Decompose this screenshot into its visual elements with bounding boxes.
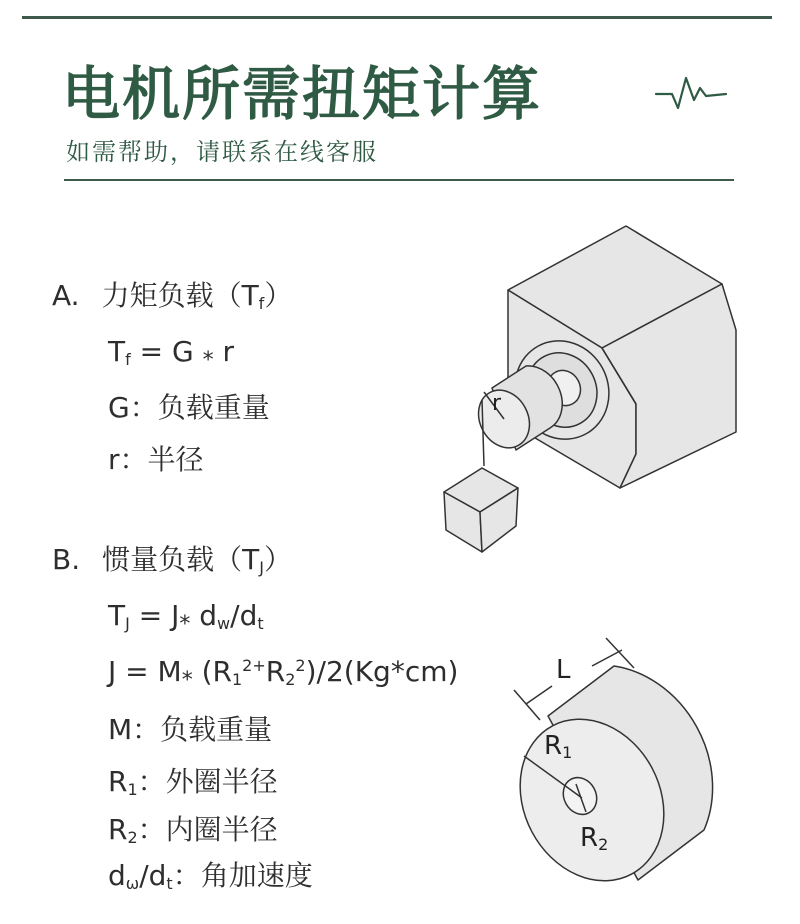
def-r: r：半径 [108,443,204,476]
def-d [108,858,313,898]
def-g: G：负载重量 [108,391,270,424]
f2-open: (R [192,655,232,688]
section-a-formula [108,334,234,374]
def-d-sub2: t [166,874,173,893]
top-rule [22,16,772,19]
def-r2-sub: 2 [127,828,138,847]
section-b-formula-1 [108,598,264,638]
formula-a-eq: = G [130,335,203,368]
f1-lhs-sub: J [125,614,130,633]
section-a-title: 力矩负载（T [101,279,259,312]
f2-start: J = M [108,655,182,688]
def-r1-text: ：外圈半径 [137,765,278,798]
f1-d1-sub: w [217,614,231,633]
label-r1-letter: R [544,731,563,761]
f1-eq: = J [129,599,180,632]
f2-star: * [181,668,193,693]
def-d-text: ：角加速度 [172,859,313,892]
formula-a-lhs-sub: f [125,350,131,369]
formula-a-rhs: r [213,335,235,368]
l-dim-left [526,686,552,704]
label-l: L [556,655,571,685]
f2-end: )/2(Kg*cm) [305,655,459,688]
label-r: r [492,391,502,416]
formula-a-lhs: T [108,335,126,368]
cylinder-diagram [508,632,768,892]
page-title: 电机所需扭矩计算 [62,60,543,128]
label-r2-letter: R [580,823,599,853]
def-r2 [108,812,278,852]
def-d-sub1: ω [125,874,140,893]
header-divider [64,179,734,181]
def-d-letter: d [108,859,126,892]
def-r2-letter: R [108,813,128,846]
def-r1-letter: R [108,765,128,798]
f2-r1-sub: 1 [231,670,243,689]
def-r2-text: ：内圈半径 [137,813,278,846]
section-b-formula-2 [108,654,458,694]
section-a-title-sub: f [258,294,265,313]
def-r1 [108,764,278,804]
def-m: M：负载重量 [108,713,273,746]
section-b-title: 惯量负载（T [102,543,260,576]
f2-r2-sub: 2 [285,670,296,689]
motor-load-diagram [430,220,750,560]
f1-d2-sub: t [257,614,264,633]
label-r2-sub: 2 [598,835,609,854]
f1-lhs: T [108,599,126,632]
section-b-heading [52,542,292,582]
label-r1-sub: 1 [562,743,573,762]
f1-d1: d [190,599,218,632]
section-a-heading [52,278,292,318]
l-dim-right [592,650,622,666]
section-a-title-close: ） [264,279,293,312]
f2-r1-sup: 2+ [242,656,266,675]
page-subtitle: 如需帮助，请联系在线客服 [66,138,378,166]
def-r1-sub: 1 [127,780,138,799]
formula-a-star: * [202,348,214,373]
f1-star: * [179,612,191,637]
f2-r2-sup: 2 [295,656,306,675]
section-a-marker: A. [52,279,80,312]
section-b-title-sub: J [259,558,264,577]
section-b-title-close: ） [263,543,292,576]
f2-r2: R [265,655,286,688]
def-d-slash: /d [139,859,167,892]
f1-slash: /d [230,599,258,632]
section-b-marker: B. [52,543,81,576]
pulse-icon [654,74,730,114]
